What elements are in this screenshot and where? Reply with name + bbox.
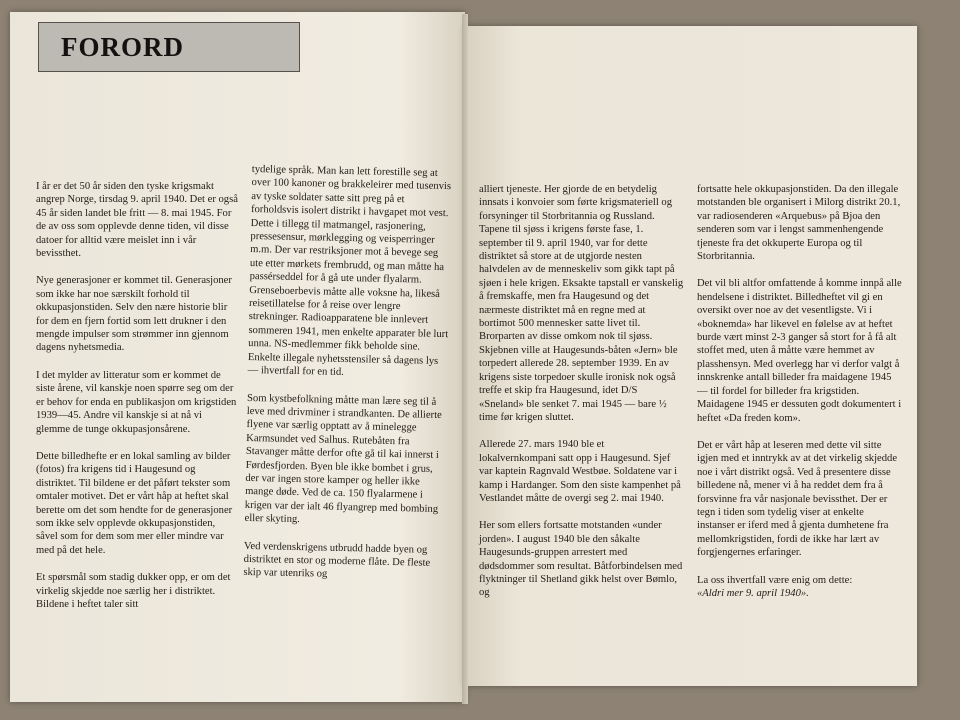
paragraph: Det er vårt håp at leseren med dette vil sitte igjen med et inntrykk av at det virkelig skjedde noe i vårt distrikt også. Ved å presentere disse billedene nå, mener vi å ha reddet dem fra å forsvinne fra vår nasjonale bevissthet. Der er tegn i tiden som tydelig viser at enkelte instanser er iferd med å gjenta dumhetene fra mellomkrigstiden, fordi de ikke har lært av forgjengernes erfaringer. [697, 439, 898, 559]
paragraph: Som kystbefolkning måtte man lære seg til å leve med drivminer i strandkanten. De allierte flyene var særlig opptatt av å minelegge Karmsundet ved Salhus. Rutebåten fra Stavanger måtte derfor ofte gå til kai innerst i Førdesfjorden. Byen ble ikke bombet i grus, der var ingen store kamper og heller ikke mange døde. Ved de ca. 150 flyalarmene i krigen var der ialt 46 flyangrep med bombing eller skyting. [244, 392, 442, 526]
paragraph: tydelige språk. Man kan lett forestille seg at over 100 kanoner og brakkeleirer med tusenvis av tyske soldater satte sitt preg på et forholdsvis isolert distrikt i havgapet mot vest. Dette i tillegg til matmangel, rasjonering, pressesensur, mørklegging og veisperringer m.m. Der var restriksjoner mot å bevege seg ute etter mørkets frembrudd, og man måtte ha passérseddel for å gå ute under flyalarm. Grenseboerbevis måtte alle voksne ha, likeså reisetillatelse for å reise over lengre strekninger. Radioapparatene ble innlevert sommeren 1941, men enkelte apparater ble lurt unna. NS-medlemmer fikk beholde sine. Enkelte illegale nyhetsstensiler så dagens lys — ihvertfall for en tid. [247, 163, 452, 379]
paragraph: Nye generasjoner er kommet til. Generasjoner som ikke har noe særskilt forhold til okkupasjonstiden. Selv den nære historie blir for dem en fjern fortid som lett drukner i den mengde impulser som strømmer inn gjennom dagens nyhetsmedia. [36, 275, 232, 354]
paragraph: La oss ihvertfall være enig om dette: [697, 574, 853, 586]
text-column-1 [36, 180, 238, 625]
closing-quote: «Aldri mer 9. april 1940». [697, 587, 809, 599]
paragraph: I år er det 50 år siden den tyske krigsmakt angrep Norge, tirsdag 9. april 1940. Det er også 45 år siden landet ble fritt — 8. mai 1945. For de av oss som opplevde denne tiden, vil disse datoer for alltid være meislet inn i vår bevissthet. [36, 181, 238, 260]
page-title: FORORD [61, 32, 184, 62]
paragraph: fortsatte hele okkupasjonstiden. Da den illegale motstanden ble organisert i Milorg distrikt 20.1, var radiosenderen «Arquebus» på Bjoa den senderen som var i lengst sammenhengende tjeneste fra det okkuperte Europa og til Storbritannia. [697, 184, 901, 263]
book-spine [462, 14, 468, 704]
title-box [38, 22, 300, 72]
paragraph: Her som ellers fortsatte motstanden «under jorden». I august 1940 ble den såkalte Haugesunds-gruppen arrestert med dødsdommer som resultat. Båtforbindelsen med flyktninger til Shetland gikk helst over Bømlo, og [479, 520, 683, 599]
paragraph: Et spørsmål som stadig dukker opp, er om det virkelig skjedde noe særlig her i distriktet. Bildene i heftet taler sitt [36, 572, 231, 610]
text-column-3 [479, 183, 684, 614]
paragraph: Ved verdenskrigens utbrudd hadde byen og distriktet en stor og moderne flåte. De fleste skip var utenriks og [243, 540, 431, 581]
paragraph: I det mylder av litteratur som er kommet de siste årene, vil kanskje noen spørre seg om der er behov for enda en publikasjon om krigstiden 1939—45. Andre vil kanskje si at nå vi glemme de tunge okkupasjonsårene. [36, 369, 237, 435]
paragraph: Allerede 27. mars 1940 ble et lokalvernkompani satt opp i Haugesund. Sjef var kaptein Ragnvald Westbøe. Soldatene var i kamp i Hardanger. Som den siste kampenhet på Vestlandet måtte de overgi seg 2. mai 1940. [479, 439, 681, 504]
paragraph: alliert tjeneste. Her gjorde de en betydelig innsats i konvoier som førte krigsmateriell og forsyninger til Storbritannia og Russland. Tapene til sjøss i krigens første fase, 1. september til 9. april 1940, var for dette distriktet så store at de utgjorde nesten halvdelen av de menneskeliv som gikk tapt på sjøen i hele krigen. Eksakte tapstall er vanskelig å fremskaffe, men fra Haugesund og det nærmeste distriktet må en regne med at bortimot 500 mennesker satte livet til. Brorparten av disse omkom nok til sjøss. Skjebnen ville at Haugesunds-båten «Jern» ble torpedert allerede 28. september 1939. En av krigens siste torpedoer skulle ironisk nok også treffe et skip fra Haugesund, idet D/S «Sneland» ble senket 7. mai 1945 — bare ½ time før krigen sluttet. [479, 184, 684, 423]
paragraph: Dette billedhefte er en lokal samling av bilder (fotos) fra krigens tid i Haugesund og distriktet. Til bildene er det påført tekster som omtaler motivet. Det er vårt håp at heftet skal berette om det som hendte for de generasjoner som ikke selv opplevde okkupasjonstiden, såvel som for dem som mer eller mindre var med på det hele. [36, 450, 233, 556]
paragraph: Det vil bli altfor omfattende å komme innpå alle hendelsene i distriktet. Billedheftet vil gi en oversikt over noe av det vesentligste. Vi i «boknemda» har likevel en følelse av at heftet burde vært minst 2-3 ganger så stort for å få alt stoffet med, uten å måtte være hemmet av plasshensyn. Med overlegg har vi derfor valgt å innskrenke antall billeder fra maidagene 1945 — til fordel for billeder fra krigstiden. Maidagene 1945 er dessuten godt dokumentert i heftet «Da freden kom». [697, 278, 902, 424]
text-column-2 [243, 163, 454, 598]
text-column-4 [697, 183, 902, 614]
